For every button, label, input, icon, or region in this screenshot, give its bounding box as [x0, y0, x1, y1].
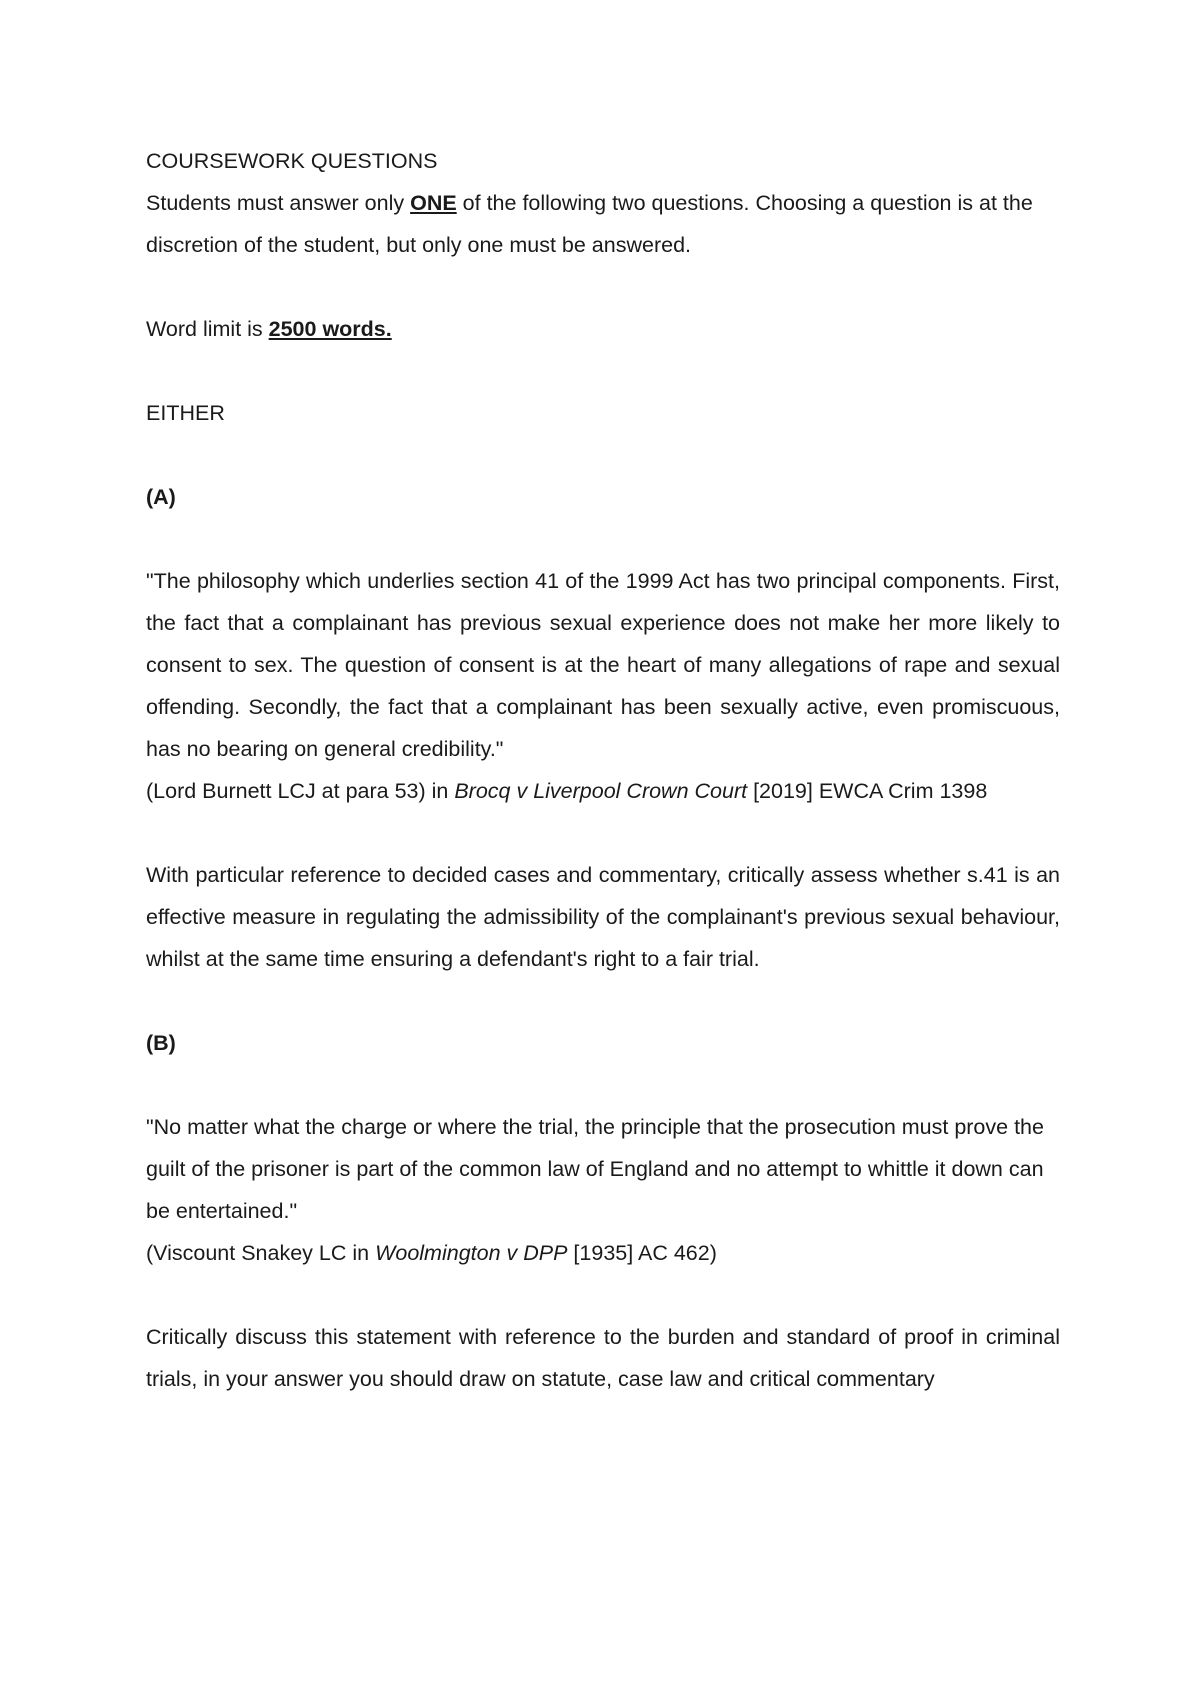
instructions-emphasis: ONE — [410, 191, 457, 215]
either-label: EITHER — [146, 401, 225, 425]
instructions-paragraph — [146, 182, 1060, 266]
word-limit-paragraph — [146, 308, 1060, 350]
question-b-label: (B) — [146, 1031, 176, 1055]
instructions-text-start: Students must answer only — [146, 191, 411, 215]
question-a-citation-start: (Lord Burnett LCJ at para 53) in — [146, 779, 455, 803]
spacer — [146, 350, 1060, 392]
document-heading: COURSEWORK QUESTIONS — [146, 149, 438, 173]
question-b-citation — [146, 1232, 1060, 1274]
spacer — [146, 266, 1060, 308]
document-page — [146, 140, 1060, 1400]
question-a-citation — [146, 770, 1060, 812]
spacer — [146, 434, 1060, 476]
instructions-text-end: of the following two questions. Choosing a question is at the discretion of the student, but only one must be answered. — [146, 191, 1033, 257]
question-b-citation-start: (Viscount Snakey LC in — [146, 1241, 376, 1265]
question-b-task: Critically discuss this statement with reference to the burden and standard of proof in criminal trials, in your answer you should draw on statute, case law and critical commentary — [146, 1325, 1060, 1391]
question-a-case-name: Brocq v Liverpool Crown Court — [454, 779, 748, 803]
question-a-task: With particular reference to decided cases and commentary, critically assess whether s.41 is an effective measure in regulating the admissibility of the complainant's previous sexual behaviour, whilst at the same time ensuring a defendant's right to a fair trial. — [146, 863, 1060, 971]
spacer — [146, 980, 1060, 1022]
spacer — [146, 518, 1060, 560]
question-a-quote: "The philosophy which underlies section 41 of the 1999 Act has two principal components. First, the fact that a complainant has previous sexual experience does not make her more likely to consent to sex. The question of consent is at the heart of many allegations of rape and sexual offending. Secondly, the fact that a complainant has been sexually active, even promiscuous, has no bearing on general credibility." — [146, 569, 1060, 761]
spacer — [146, 1064, 1060, 1106]
word-limit-text: Word limit is — [146, 317, 269, 341]
word-limit-emphasis: 2500 words. — [268, 317, 392, 341]
spacer — [146, 1274, 1060, 1316]
question-a-label: (A) — [146, 485, 176, 509]
question-b-case-name: Woolmington v DPP — [375, 1241, 568, 1265]
spacer — [146, 812, 1060, 854]
question-a-citation-end: [2019] EWCA Crim 1398 — [747, 779, 988, 803]
question-b-quote: "No matter what the charge or where the trial, the principle that the prosecution must prove the guilt of the prisoner is part of the common law of England and no attempt to whittle it down can be entertained." — [146, 1115, 1044, 1223]
question-b-citation-end: [1935] AC 462) — [567, 1241, 717, 1265]
